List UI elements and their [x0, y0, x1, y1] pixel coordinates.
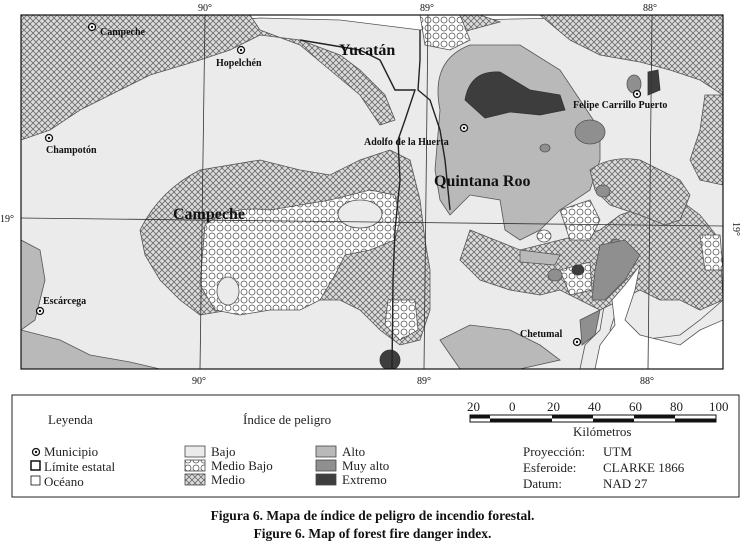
- coord-bottom-90: 90°: [192, 376, 206, 387]
- map-area: [21, 15, 723, 370]
- legend-medio: Medio: [211, 472, 245, 487]
- legend-limite-icon: [31, 461, 40, 470]
- coord-bottom-89: 89°: [417, 376, 431, 387]
- place-chetumal: Chetumal: [520, 329, 563, 340]
- scale-tick: 40: [588, 399, 601, 414]
- legend-extremo: Extremo: [342, 472, 387, 487]
- caption-spanish: Figura 6. Mapa de índice de peligro de incendio forestal.: [210, 508, 535, 523]
- swatch-muy-alto: [316, 460, 336, 471]
- proj-value-esferoide: CLARKE 1866: [603, 460, 685, 475]
- scale-tick: 20: [547, 399, 560, 414]
- proj-label-datum: Datum:: [523, 476, 562, 491]
- place-felipe-carrillo-puerto: Felipe Carrillo Puerto: [573, 100, 668, 111]
- scale-tick: 0: [509, 399, 516, 414]
- legend-medio-bajo: Medio Bajo: [211, 458, 273, 473]
- place-escarcega: Escárcega: [43, 296, 87, 307]
- legend-municipio: Municipio: [44, 444, 99, 459]
- scale-unit: Kilómetros: [573, 424, 632, 439]
- state-label-yucatan: Yucatán: [339, 42, 396, 59]
- coord-bottom-88: 88°: [640, 376, 654, 387]
- legend-title: Leyenda: [48, 412, 93, 427]
- place-champoton: Champotón: [46, 145, 97, 156]
- scale-tick: 20: [467, 399, 480, 414]
- place-hopelchen: Hopelchén: [216, 58, 262, 69]
- scale-tick: 80: [670, 399, 683, 414]
- swatch-medio-bajo: [185, 460, 205, 471]
- island-bajo: [338, 200, 382, 228]
- place-adolfo-de-la-huerta: Adolfo de la Huerta: [364, 137, 449, 148]
- swatch-alto: [316, 446, 336, 457]
- coord-top-90: 90°: [198, 3, 212, 14]
- coord-top-88: 88°: [643, 3, 657, 14]
- state-label-campeche: Campeche: [173, 206, 245, 223]
- proj-value-proyeccion: UTM: [603, 444, 632, 459]
- proj-label-esferoide: Esferoide:: [523, 460, 577, 475]
- place-campeche: Campeche: [100, 27, 145, 38]
- proj-value-datum: NAD 27: [603, 476, 648, 491]
- legend-limite: Límite estatal: [44, 459, 116, 474]
- caption-english: Figure 6. Map of forest fire danger index.: [253, 526, 492, 541]
- scale-tick: 60: [629, 399, 642, 414]
- legend-index-title: Índice de peligro: [243, 412, 332, 427]
- legend-oceano-icon: [31, 476, 40, 485]
- legend-bajo: Bajo: [211, 444, 236, 459]
- scale-tick: 100: [709, 399, 729, 414]
- state-label-quintana-roo: Quintana Roo: [434, 173, 531, 190]
- swatch-medio: [185, 474, 205, 485]
- coord-right-19: 19°: [730, 222, 741, 236]
- coord-top-89: 89°: [420, 3, 434, 14]
- legend-oceano: Océano: [44, 474, 84, 489]
- coord-left-19: 19°: [0, 214, 14, 225]
- legend-muy-alto: Muy alto: [342, 458, 390, 473]
- swatch-bajo: [185, 446, 205, 457]
- legend-alto: Alto: [342, 444, 366, 459]
- proj-label-proyeccion: Proyección:: [523, 444, 586, 459]
- swatch-extremo: [316, 474, 336, 485]
